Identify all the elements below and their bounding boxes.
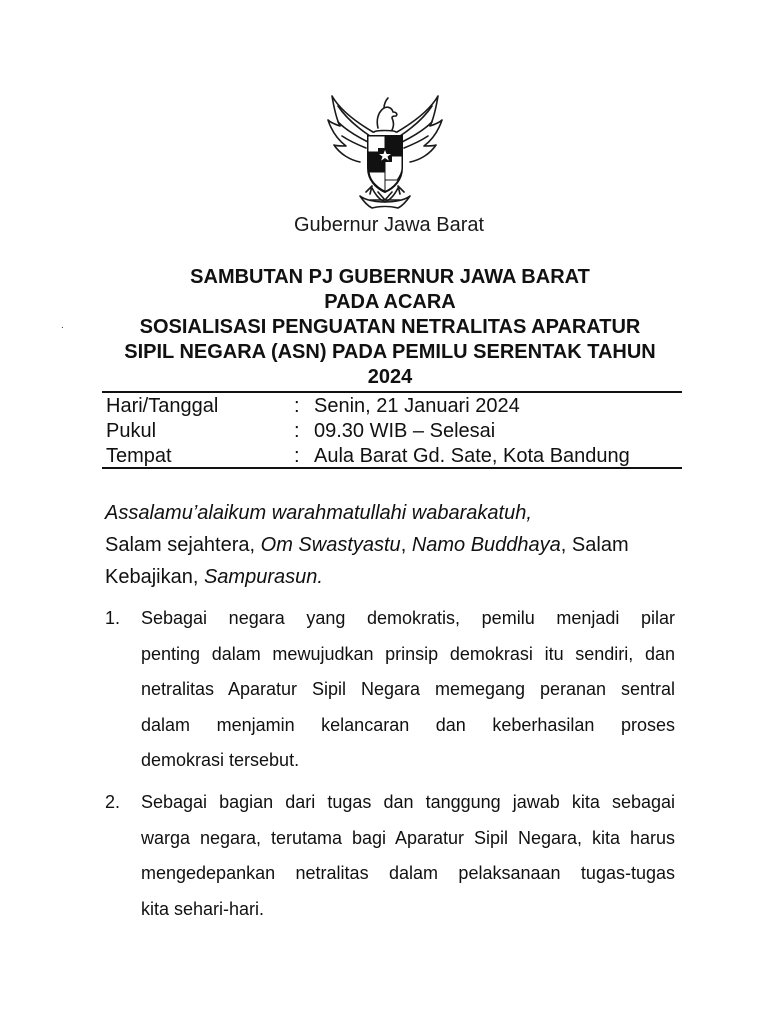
info-separator: : [294,445,300,467]
title-line: PADA ACARA [324,291,456,313]
greeting-text: , Salam [560,534,629,556]
greeting-text: , [400,534,412,556]
paragraph-line: dalam menjamin kelancaran dan keberhasilan proses [141,714,675,735]
garuda-emblem-icon [326,92,444,216]
greeting-text: Namo Buddhaya [411,534,561,556]
info-label: Pukul [106,420,157,442]
list-item [105,601,675,779]
greeting-line [105,561,705,593]
info-label: Hari/Tanggal [106,395,219,417]
list-item-number: 2. [105,792,121,812]
paragraph-line: Sebagai negara yang demokratis, pemilu menjadi pilar [141,608,675,628]
stray-mark: . [61,320,64,331]
title-line: SAMBUTAN PJ GUBERNUR JAWA BARAT [190,266,590,288]
list-item-text [141,785,675,927]
paragraph-line: warga negara, terutama bagi Aparatur Sipil Negara, kita harus [141,827,675,848]
info-label: Tempat [106,445,172,467]
paragraph-line: mengedepankan netralitas dalam pelaksanaan tugas-tugas [141,863,675,883]
greeting-text: Om Swastyastu [260,534,401,556]
greeting-text: Assalamu’alaikum warahmatullahi wabarakatuh, [105,502,532,524]
paragraph-line: Sebagai bagian dari tugas dan tanggung jawab kita sebagai [141,792,675,812]
title-line: SOSIALISASI PENGUATAN NETRALITAS APARATUR [139,316,641,338]
greeting-line [105,529,705,561]
title-line: SIPIL NEGARA (ASN) PADA PEMILU SERENTAK TAHUN [124,341,656,363]
info-value: Aula Barat Gd. Sate, Kota Bandung [314,445,630,467]
institution-name: Gubernur Jawa Barat [293,214,485,236]
info-separator: : [294,420,300,442]
greeting-block [105,497,705,593]
info-bottom-divider [102,467,682,469]
paragraph-line: penting dalam mewujudkan prinsip demokrasi itu sendiri, dan [141,643,675,664]
greeting-text: Sampurasun. [203,566,323,588]
info-separator: : [294,395,300,417]
greeting-line [105,497,705,529]
paragraph-line: netralitas Aparatur Sipil Negara memegang peranan sentral [141,679,675,699]
info-value: 09.30 WIB – Selesai [314,420,496,442]
info-value: Senin, 21 Januari 2024 [314,395,520,417]
greeting-text: Kebajikan, [105,566,204,588]
greeting-text: Salam sejahtera, [105,534,261,556]
list-item [105,785,675,927]
list-item-text [141,601,675,779]
title-line: 2024 [367,366,413,388]
paragraph-line: kita sehari-hari. [141,898,265,919]
speech-title [100,265,680,390]
list-item-number: 1. [105,608,121,628]
info-top-divider [102,391,682,393]
paragraph-line: demokrasi tersebut. [141,750,300,770]
